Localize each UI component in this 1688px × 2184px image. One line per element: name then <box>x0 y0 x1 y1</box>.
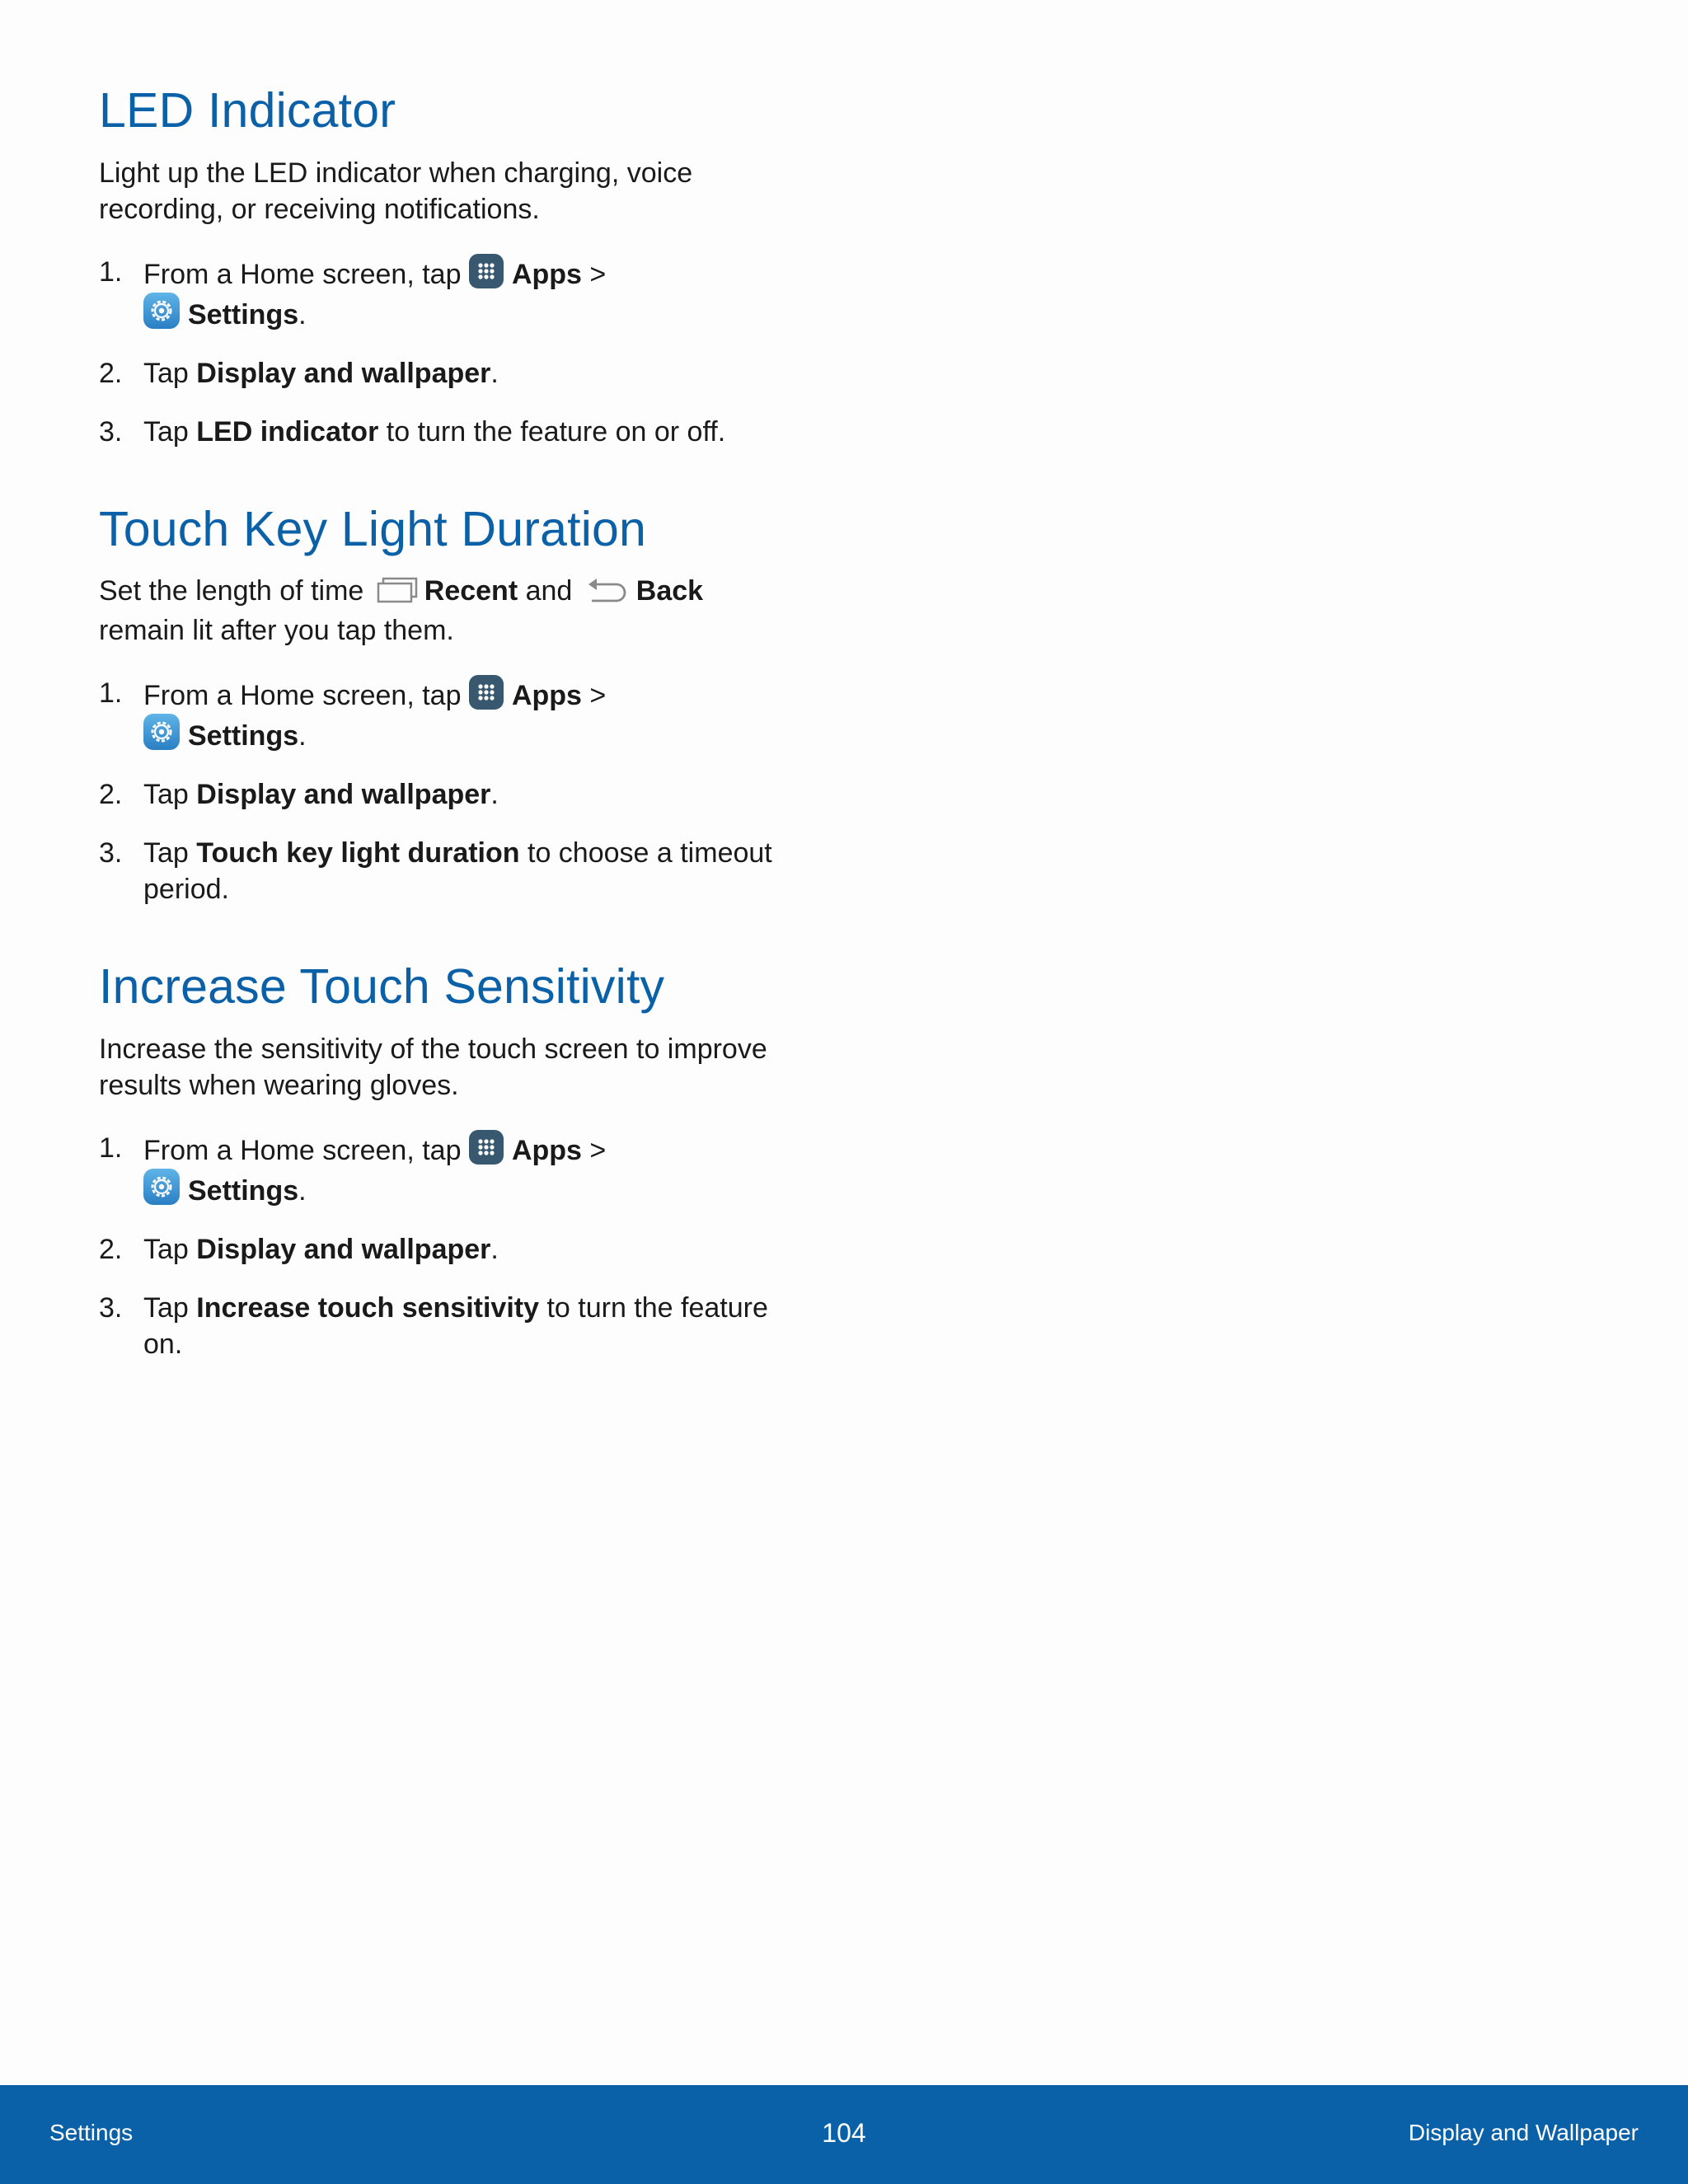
step-post: . <box>490 357 499 389</box>
step-number: 3. <box>99 1291 123 1324</box>
step-number: 3. <box>99 837 123 869</box>
step-item <box>99 355 808 391</box>
step-bold: Display and wallpaper <box>196 779 491 811</box>
step-number: 1. <box>99 677 123 710</box>
step-bold: Increase touch sensitivity <box>196 1291 540 1324</box>
step-end: . <box>298 1174 307 1207</box>
section-lead: Light up the LED indicator when charging, voice recording, or receiving notifications. <box>99 157 693 225</box>
steps-list <box>99 1130 808 1362</box>
back-icon <box>585 574 631 612</box>
section-lead <box>99 573 808 649</box>
step-text: From a Home screen, tap <box>143 680 462 712</box>
steps-list <box>99 254 808 450</box>
step-text: Tap <box>143 357 189 389</box>
steps-list <box>99 675 808 907</box>
apps-label: Apps <box>511 258 582 290</box>
step-end: . <box>298 720 307 752</box>
step-number: 1. <box>99 1132 123 1164</box>
settings-label: Settings <box>188 720 299 752</box>
lead-text-end: remain lit after you tap them. <box>99 615 454 647</box>
step-text: From a Home screen, tap <box>143 258 462 290</box>
footer-page-number: 104 <box>822 2118 866 2148</box>
apps-label: Apps <box>511 1134 582 1166</box>
step-item <box>99 1231 808 1268</box>
step-post: to choose a timeout period. <box>143 837 772 906</box>
footer-chapter: Settings <box>49 2120 134 2145</box>
recent-label: Recent <box>424 575 518 607</box>
section-title: Increase Touch Sensitivity <box>99 959 665 1015</box>
step-text: Tap <box>143 1291 189 1324</box>
back-label: Back <box>635 575 704 607</box>
section-increase-touch-sensitivity <box>99 958 808 1362</box>
step-end: . <box>298 298 307 330</box>
step-item <box>99 414 808 450</box>
apps-icon <box>469 675 504 710</box>
step-bold: LED indicator <box>196 415 379 448</box>
step-item <box>99 835 808 907</box>
section-led-indicator <box>99 82 808 450</box>
step-separator: > <box>589 680 607 712</box>
step-text: Tap <box>143 415 189 448</box>
lead-and: and <box>525 575 573 607</box>
footer-section: Display and Wallpaper <box>1408 2120 1639 2145</box>
step-number: 2. <box>99 779 123 811</box>
step-number: 2. <box>99 357 123 389</box>
settings-label: Settings <box>188 298 299 330</box>
step-post: . <box>490 1233 499 1265</box>
settings-icon <box>143 293 180 329</box>
apps-icon <box>469 1130 504 1165</box>
section-touch-key-light-duration <box>99 501 808 908</box>
settings-icon <box>143 714 180 750</box>
page-footer <box>0 2085 1688 2184</box>
lead-text: Set the length of time <box>99 575 364 607</box>
step-item <box>99 1130 808 1209</box>
step-number: 3. <box>99 415 123 448</box>
settings-icon <box>143 1169 180 1205</box>
section-lead: Increase the sensitivity of the touch screen to improve results when wearing gloves. <box>99 1033 767 1101</box>
step-item <box>99 675 808 754</box>
document-content <box>99 82 808 1413</box>
step-number: 1. <box>99 255 123 288</box>
step-post: to turn the feature on. <box>143 1291 768 1360</box>
step-text: Tap <box>143 1233 189 1265</box>
step-bold: Display and wallpaper <box>196 1233 491 1265</box>
step-separator: > <box>589 258 607 290</box>
apps-icon <box>469 254 504 288</box>
step-text: From a Home screen, tap <box>143 1134 462 1166</box>
step-item <box>99 254 808 333</box>
recent-icon <box>377 575 420 612</box>
step-item <box>99 776 808 813</box>
step-text: Tap <box>143 779 189 811</box>
section-title: Touch Key Light Duration <box>99 501 647 556</box>
step-bold: Display and wallpaper <box>196 357 491 389</box>
step-item <box>99 1290 808 1362</box>
step-bold: Touch key light duration <box>196 837 520 869</box>
step-separator: > <box>589 1134 607 1166</box>
step-text: Tap <box>143 837 189 869</box>
section-title: LED Indicator <box>99 83 396 138</box>
step-post: . <box>490 779 499 811</box>
settings-label: Settings <box>188 1174 299 1207</box>
apps-label: Apps <box>511 680 582 712</box>
step-post: to turn the feature on or off. <box>386 415 726 448</box>
step-number: 2. <box>99 1233 123 1265</box>
